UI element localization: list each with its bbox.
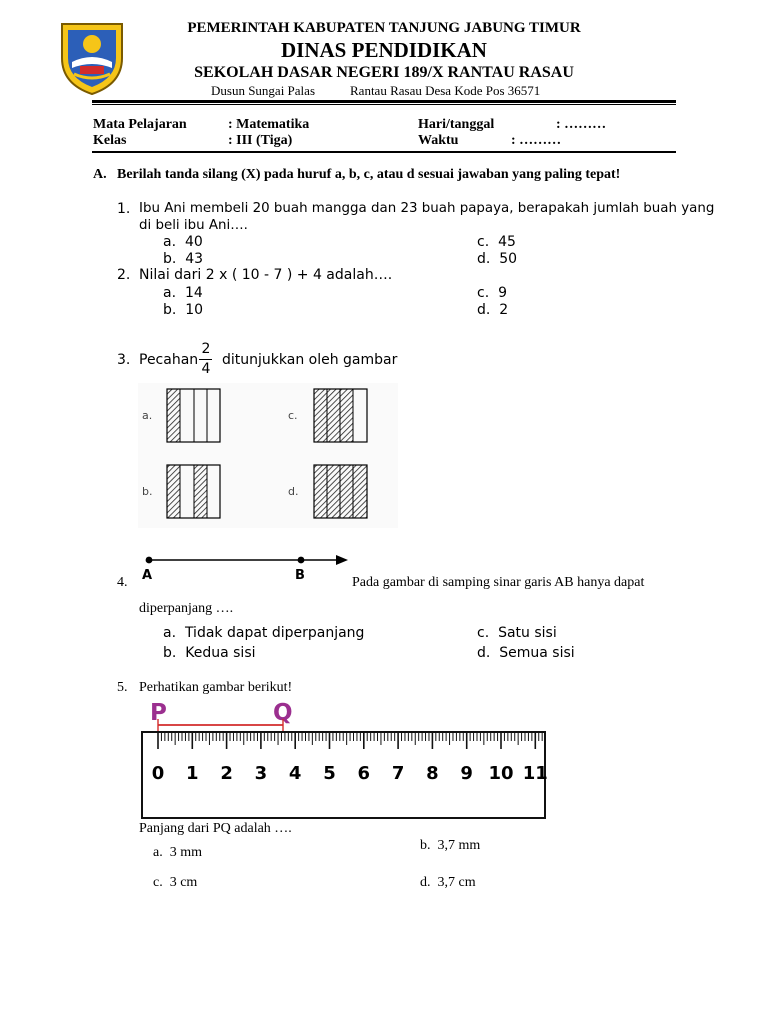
ruler-number: 6	[357, 763, 371, 784]
q2-option-c[interactable]: c. 9	[477, 285, 507, 301]
ruler-number: 7	[391, 763, 405, 784]
q5-number: 5.	[117, 680, 128, 695]
fraction-numerator: 2	[201, 341, 211, 357]
svg-text:d.: d.	[288, 485, 299, 498]
class-value: : III (Tiga)	[228, 133, 293, 148]
header-divider-thin	[92, 104, 676, 105]
q4-option-d[interactable]: d. Semua sisi	[477, 645, 575, 661]
q2-option-d[interactable]: d. 2	[477, 302, 509, 318]
class-label: Kelas	[93, 133, 127, 148]
ruler-number: 10	[488, 763, 514, 784]
header-government: PEMERINTAH KABUPATEN TANJUNG JABUNG TIMUR	[187, 20, 581, 36]
q1-option-d[interactable]: d. 50	[477, 251, 518, 267]
ruler-figure	[140, 696, 548, 822]
header-divider	[92, 100, 676, 103]
q1-option-b[interactable]: b. 43	[163, 251, 204, 267]
q5-option-b[interactable]: b. 3,7 mm	[420, 838, 481, 853]
q1-option-a[interactable]: a. 40	[163, 234, 203, 250]
point-a-label: A	[142, 568, 153, 583]
svg-text:b.: b.	[142, 485, 153, 498]
date-label: Hari/tanggal	[418, 117, 495, 132]
date-value: : ………	[556, 117, 607, 132]
q5-text: Perhatikan gambar berikut!	[139, 680, 293, 695]
q4-option-a[interactable]: a. Tidak dapat diperpanjang	[163, 625, 365, 641]
section-marker: A.	[93, 167, 107, 182]
q5-option-a[interactable]: a. 3 mm	[153, 845, 202, 860]
q3-figure	[138, 383, 398, 528]
ruler-number: 8	[426, 763, 439, 784]
ruler-body	[142, 732, 545, 818]
ruler-number: 9	[460, 763, 473, 784]
q3-number: 3.	[117, 352, 131, 368]
q5-option-d[interactable]: d. 3,7 cm	[420, 875, 476, 890]
q4-number: 4.	[117, 575, 128, 590]
q4-text: Pada gambar di samping sinar garis AB hanya dapat	[352, 575, 645, 590]
subject-label: Mata Pelajaran	[93, 117, 187, 132]
label-p: P	[150, 700, 167, 726]
q2-option-b[interactable]: b. 10	[163, 302, 204, 318]
subject-value: : Matematika	[228, 117, 310, 132]
time-label: Waktu	[418, 133, 459, 148]
point-b	[298, 557, 305, 564]
ruler-number: 3	[254, 763, 268, 784]
q4-text-cont: diperpanjang ….	[139, 601, 234, 616]
q5-question: Panjang dari PQ adalah ….	[139, 821, 292, 836]
fraction-denominator: 4	[201, 361, 211, 377]
q2-option-a[interactable]: a. 14	[163, 285, 203, 301]
q4-option-b[interactable]: b. Kedua sisi	[163, 645, 256, 661]
info-divider	[92, 151, 676, 153]
q3-text-after: ditunjukkan oleh gambar	[222, 352, 398, 368]
q3-text-before: Pecahan	[139, 352, 199, 368]
ruler-number: 1	[186, 763, 199, 784]
address-hamlet: Dusun Sungai Palas	[211, 83, 315, 98]
ruler-number: 4	[288, 763, 302, 784]
ruler-number: 5	[323, 763, 336, 784]
section-instruction: Berilah tanda silang (X) pada huruf a, b, c, atau d sesuai jawaban yang paling tepat!	[117, 167, 621, 182]
q1-text-cont: di beli ibu Ani….	[139, 218, 248, 233]
svg-text:c.: c.	[288, 409, 298, 422]
ruler-number: 2	[220, 763, 233, 784]
q4-option-c[interactable]: c. Satu sisi	[477, 625, 557, 641]
point-b-label: B	[295, 568, 305, 583]
address-village: Rantau Rasau Desa Kode Pos 36571	[350, 83, 541, 98]
ruler-number: 11	[522, 763, 548, 784]
ruler-number: 0	[151, 763, 165, 784]
q2-number: 2.	[117, 267, 131, 283]
ray-ab-figure	[140, 552, 352, 582]
q1-text: Ibu Ani membeli 20 buah mangga dan 23 buah papaya, berapakah jumlah buah yang	[139, 201, 715, 216]
header-school: SEKOLAH DASAR NEGERI 189/X RANTAU RASAU	[194, 64, 574, 81]
q2-text: Nilai dari 2 x ( 10 - 7 ) + 4 adalah….	[139, 267, 393, 283]
header-agency: DINAS PENDIDIKAN	[281, 38, 487, 62]
q5-option-c[interactable]: c. 3 cm	[153, 875, 198, 890]
time-value: : ………	[511, 133, 562, 148]
svg-text:a.: a.	[142, 409, 153, 422]
fraction-bar	[199, 359, 212, 360]
q1-number: 1.	[117, 201, 131, 217]
label-q: Q	[273, 700, 293, 726]
point-a	[146, 557, 153, 564]
q1-option-c[interactable]: c. 45	[477, 234, 516, 250]
